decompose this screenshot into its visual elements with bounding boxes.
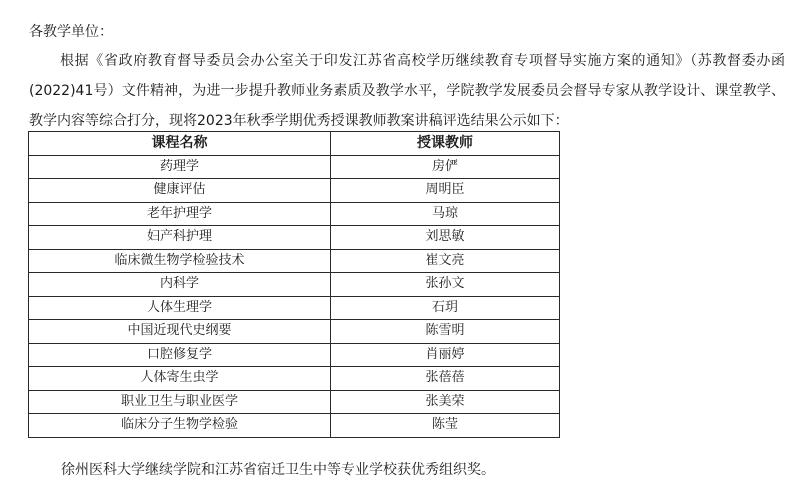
course-cell: 临床微生物学检验技术 — [29, 249, 331, 273]
course-cell: 妇产科护理 — [29, 226, 331, 250]
course-cell: 人体生理学 — [29, 296, 331, 320]
table-row — [29, 249, 560, 273]
table-row — [29, 155, 560, 179]
intro-paragraph: 根据《省政府教育督导委员会办公室关于印发江苏省高校学历继续教育专项督导实施方案的通知》（苏教督委办函(2022)41号）文件精神，为进一步提升教师业务素质及教学水平，学院教学发展委员会督导专家从教学设计、课堂教学、教学内容等综合打分，现将2023年秋季学期优秀授课教师教案讲稿评选结果公示如下： — [29, 53, 785, 129]
closing-note: 徐州医科大学继续学院和江苏省宿迁卫生中等专业学校获优秀组织奖。 — [61, 462, 495, 478]
salutation: 各教学单位： — [29, 24, 113, 40]
table-row — [29, 343, 560, 367]
course-cell: 药理学 — [29, 155, 331, 179]
teacher-cell: 肖丽婷 — [331, 343, 560, 367]
table-row — [29, 367, 560, 391]
course-cell: 口腔修复学 — [29, 343, 331, 367]
table-header-row — [29, 132, 560, 156]
teacher-cell: 张蓓蓓 — [331, 367, 560, 391]
table-row — [29, 296, 560, 320]
course-cell: 老年护理学 — [29, 202, 331, 226]
table-row — [29, 226, 560, 250]
table-row — [29, 179, 560, 203]
teacher-cell: 陈莹 — [331, 414, 560, 438]
teacher-cell: 马琼 — [331, 202, 560, 226]
teacher-cell: 房俨 — [331, 155, 560, 179]
course-cell: 临床分子生物学检验 — [29, 414, 331, 438]
teacher-cell: 崔文亮 — [331, 249, 560, 273]
table-row — [29, 273, 560, 297]
course-cell: 内科学 — [29, 273, 331, 297]
header-teacher: 授课教师 — [331, 132, 560, 156]
table-row — [29, 390, 560, 414]
course-cell: 健康评估 — [29, 179, 331, 203]
teacher-cell: 陈雪明 — [331, 320, 560, 344]
table-row — [29, 414, 560, 438]
course-cell: 职业卫生与职业医学 — [29, 390, 331, 414]
teacher-cell: 张美荣 — [331, 390, 560, 414]
awards-table — [28, 131, 560, 438]
course-cell: 中国近现代史纲要 — [29, 320, 331, 344]
teacher-cell: 周明臣 — [331, 179, 560, 203]
header-course-name: 课程名称 — [29, 132, 331, 156]
teacher-cell: 张孙文 — [331, 273, 560, 297]
table-row — [29, 202, 560, 226]
teacher-cell: 石玥 — [331, 296, 560, 320]
course-cell: 人体寄生虫学 — [29, 367, 331, 391]
table-row — [29, 320, 560, 344]
teacher-cell: 刘思敏 — [331, 226, 560, 250]
